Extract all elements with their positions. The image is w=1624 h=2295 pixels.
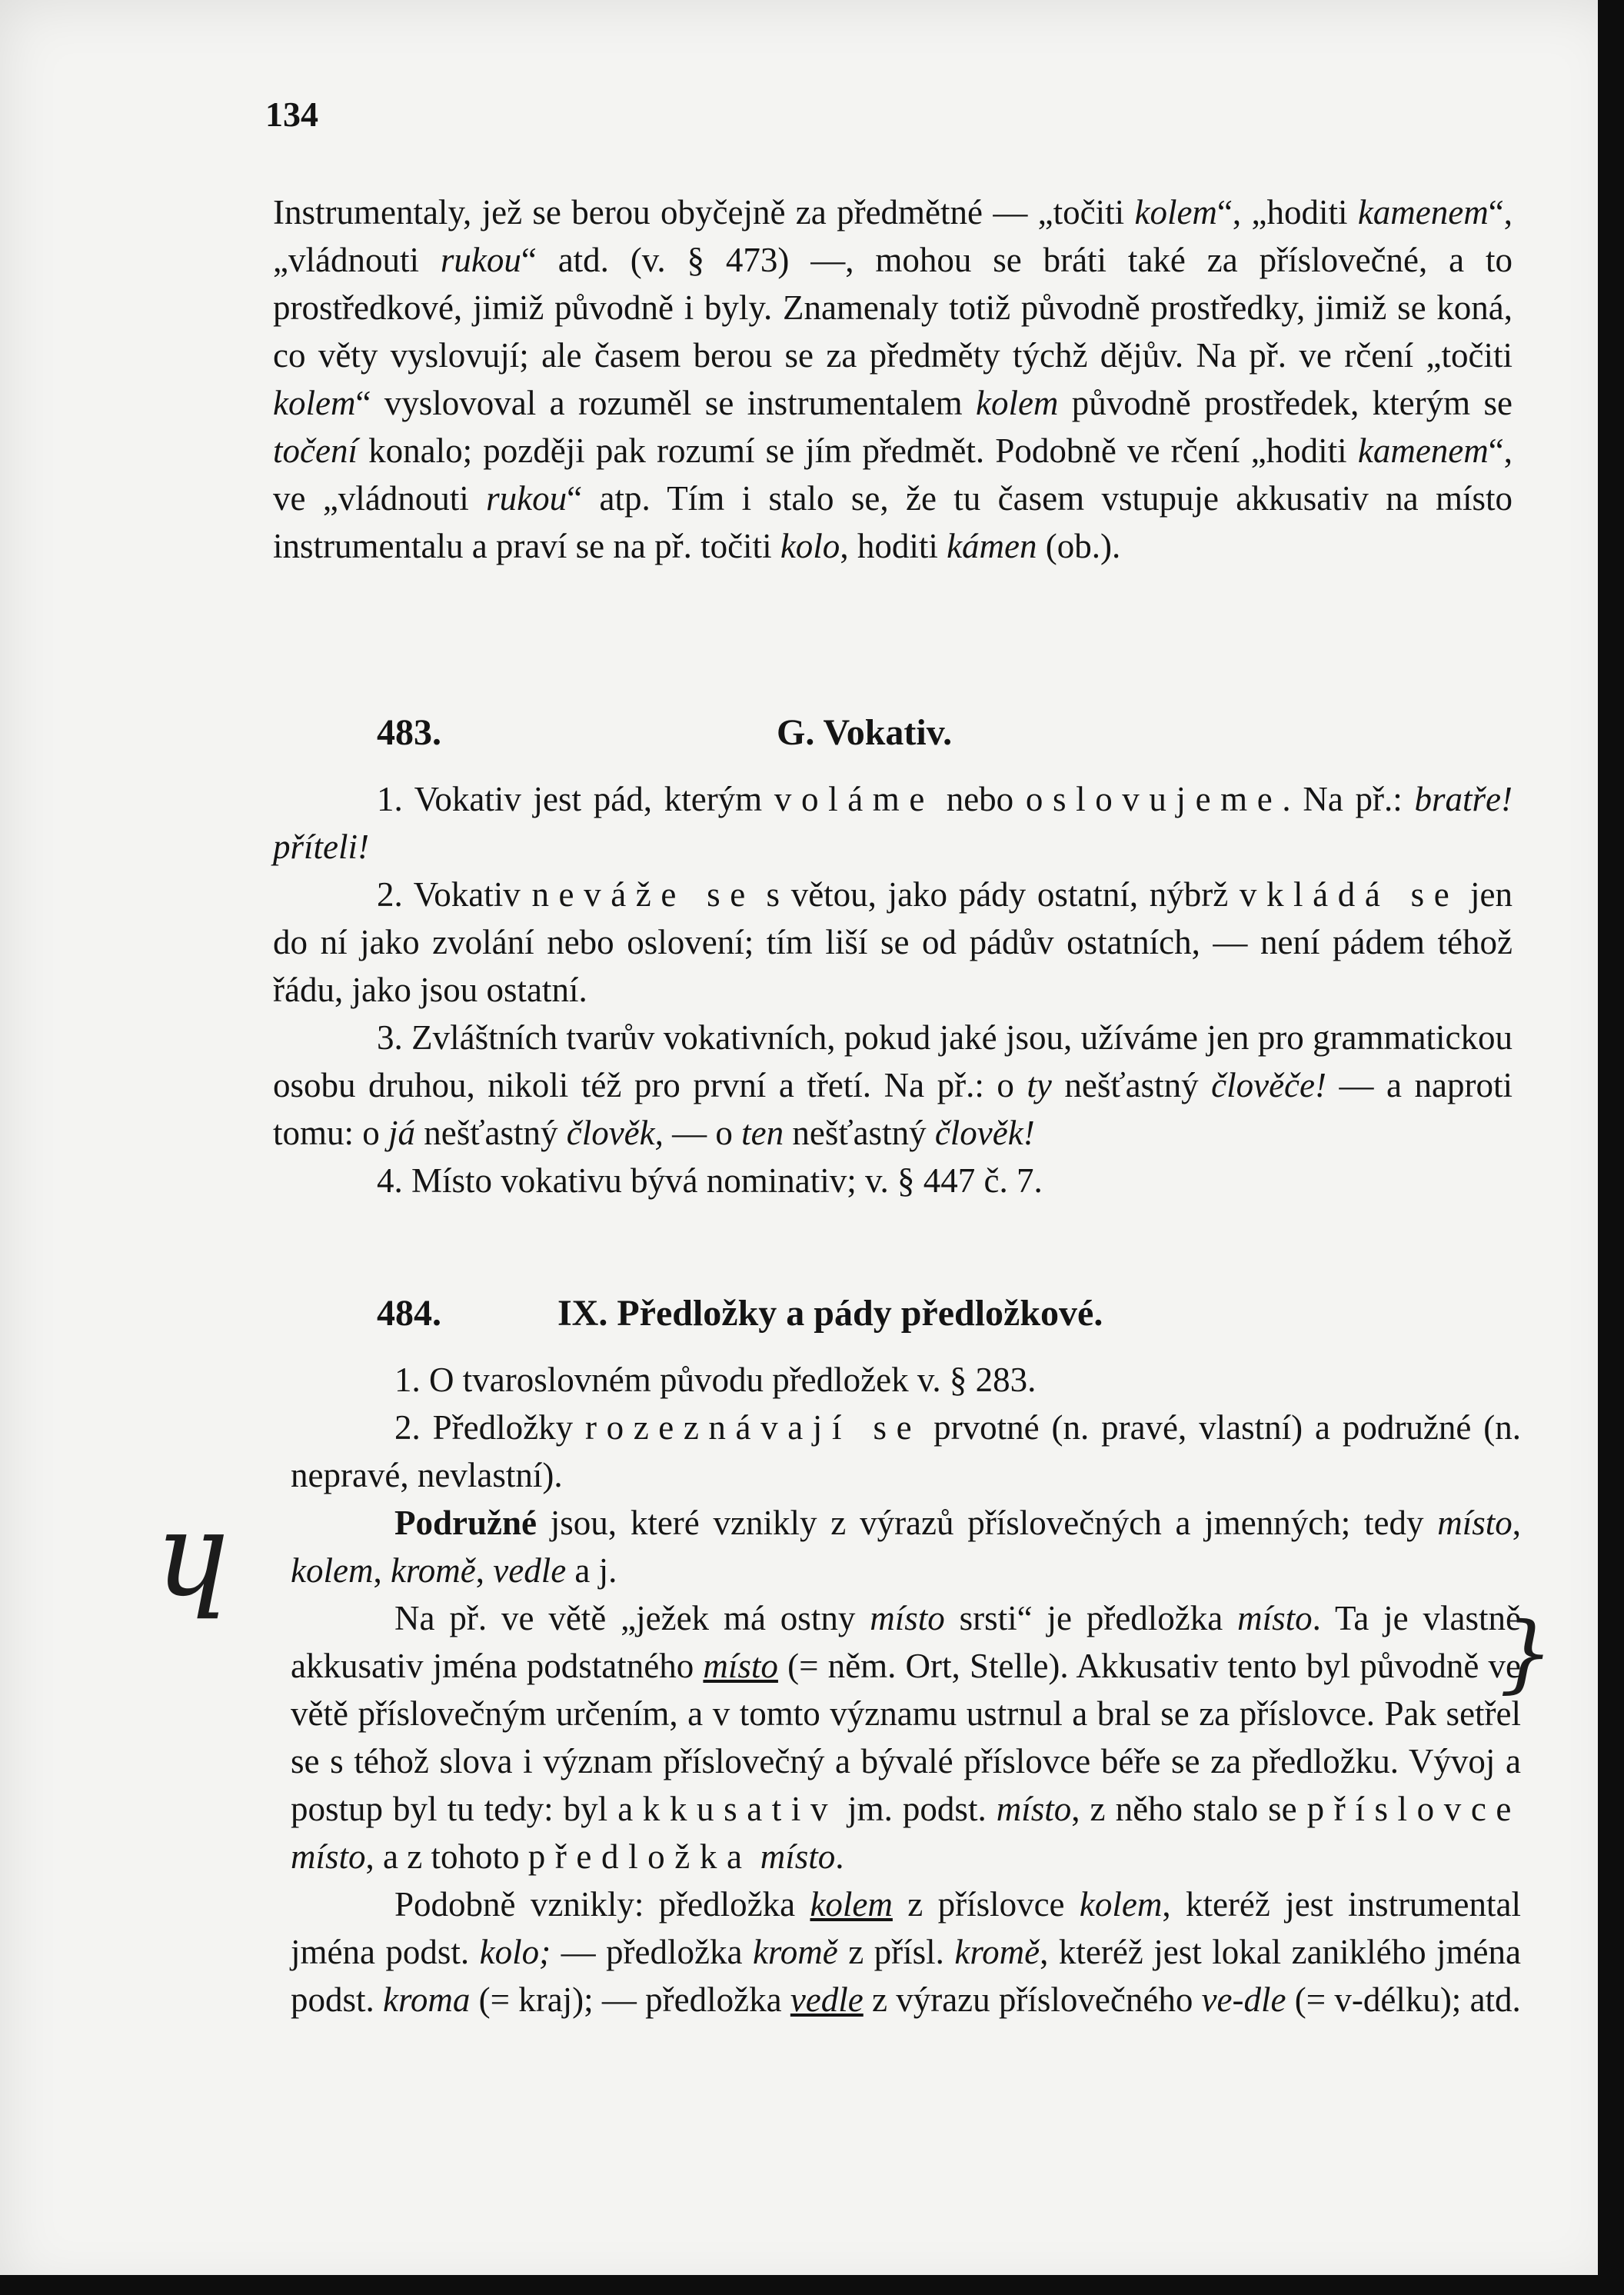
paragraph: 1. O tvaroslovném původu předložek v. § 283. <box>394 1361 1037 1399</box>
paragraph: 3. Zvláštních tvarův vokativních, pokud jaké jsou, užíváme jen pro grammatickou osobu druhou, nikoli též pro první a třetí. Na př.: o ty nešťastný člověče! — a naproti tomu: o já nešťastný člověk, — o ten nešťastný člověk! <box>273 1018 1513 1152</box>
section-484-body <box>291 1356 1521 2024</box>
section-483-body <box>273 775 1513 1204</box>
section-number: 484. <box>377 1293 441 1334</box>
paragraph: 2. Předložky rozeznávají se prvotné (n. pravé, vlastní) a podružné (n. nepravé, nevlastní). <box>291 1408 1522 1494</box>
section-title: G. Vokativ. <box>777 712 953 753</box>
handwritten-margin-mark: ɥ <box>158 1488 232 1622</box>
page-number: 134 <box>265 95 318 134</box>
scan-border-bottom <box>0 2275 1624 2295</box>
paragraph: 4. Místo vokativu bývá nominativ; v. § 447 č. 7. <box>377 1161 1043 1200</box>
handwritten-bracket-mark: } <box>1499 1604 1553 1702</box>
paragraph: Podružné jsou, které vznikly z výrazů příslovečných a jmenných; tedy místo, kolem, kromě, vedle a j. <box>291 1504 1521 1590</box>
intro-paragraph: Instrumentaly, jež se berou obyčejně za předmětné — „točiti kolem“, „hoditi kamenem“, „vládnouti rukou“ atd. (v. § 473) —, mohou se bráti také za příslovečné, a to prostředkové, jimiž původně i byly. Znamenaly totiž původně prostředky, jimiž se koná, co věty vyslovují; ale časem berou se za předměty týchž dějův. Na př. ve rčení „točiti kolem“ vyslovoval a rozuměl se instrumentalem kolem původně prostředek, kterým se točení konalo; později pak rozumí se jím předmět. Podobně ve rčení „hoditi kamenem“, ve „vládnouti rukou“ atp. Tím i stalo se, že tu časem vstupuje akkusativ na místo instrumentalu a praví se na př. točiti kolo, hoditi kámen (ob.). <box>273 193 1513 565</box>
scan-border-right <box>1598 0 1624 2295</box>
paragraph: 1. Vokativ jest pád, kterým voláme nebo oslovujeme. Na př.: bratře! příteli! <box>273 780 1513 866</box>
paragraph: 2. Vokativ neváže se s větou, jako pády ostatní, nýbrž vkládá se jen do ní jako zvolání nebo oslovení; tím liší se od pádův ostatních, — není pádem téhož řádu, jako jsou ostatní. <box>273 875 1513 1009</box>
section-number: 483. <box>377 712 441 753</box>
paragraph: Podobně vznikly: předložka kolem z příslovce kolem, kteréž jest instrumental jména podst. kolo; — předložka kromě z přísl. kromě, kteréž jest lokal zaniklého jména podst. kroma (= kraj); — předložka vedle z výrazu příslovečného ve-dle (= v-délku); atd. <box>291 1885 1522 2019</box>
section-title: IX. Předložky a pády předložkové. <box>557 1293 1103 1334</box>
paragraph: Na př. ve větě „ježek má ostny místo srsti“ je předložka místo. Ta je vlastně akkusativ jména podstatného místo (= něm. Ort, Stelle). Akkusativ tento byl původně ve větě příslovečným určením, a v tomto významu ustrnul a bral se za příslovce. Pak setřel se s téhož slova i význam příslovečný a bývalé příslovce béře se za předložku. Vývoj a postup byl tu tedy: byl akkusativ jm. podst. místo, z něho stalo se příslovce místo, a z tohoto předložka místo. <box>291 1599 1522 1876</box>
